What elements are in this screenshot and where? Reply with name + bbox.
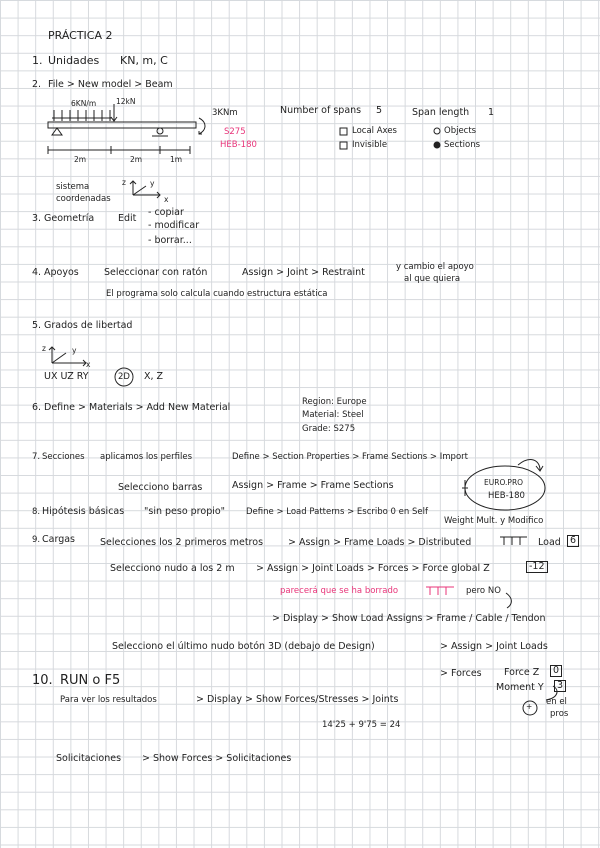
dim-3: 1m: [170, 155, 183, 164]
axes: X, Z: [144, 371, 164, 382]
s10-calc: 14'25 + 9'75 = 24: [322, 720, 401, 730]
coord-label-1: sistema: [56, 182, 90, 192]
axis-z: z: [122, 178, 126, 187]
s2-num: 2.: [32, 79, 42, 90]
s9-path3: > Display > Show Load Assigns > Frame / Cable / Tendon: [272, 613, 546, 624]
s3-opt2: - modificar: [148, 220, 200, 231]
dof-axis-x: x: [86, 360, 91, 369]
pink-load-icon: [426, 587, 454, 595]
s3-opt3: - borrar...: [148, 235, 192, 246]
load-dist: 6KN/m: [71, 99, 97, 108]
profile: HEB-180: [220, 140, 257, 150]
sections-label: Sections: [444, 140, 481, 150]
objects-radio: [434, 128, 440, 134]
span-length-value: 1: [488, 107, 495, 118]
s8-num: 8.: [32, 507, 41, 517]
pink-note-2: pero NO: [466, 586, 501, 596]
s5-label: Grados de libertad: [44, 320, 133, 331]
s7-action: aplicamos los perfiles: [100, 452, 193, 462]
moment: 3KNm: [212, 108, 238, 118]
s4-path: Assign > Joint > Restraint: [242, 267, 365, 278]
s1-label: Unidades: [48, 54, 100, 67]
s10-label: RUN o F5: [60, 673, 121, 688]
material-line: Material: Steel: [302, 410, 364, 420]
force-z-value: 0: [550, 665, 562, 677]
dofs: UX UZ RY: [44, 371, 89, 382]
spans-label: Number of spans: [280, 105, 362, 116]
s4-action: Seleccionar con ratón: [104, 267, 208, 278]
s5-num: 5.: [32, 320, 42, 331]
s4-note3: El programa solo calcula cuando estructura estática: [106, 289, 328, 299]
sign-note-2: pros: [550, 709, 569, 719]
distributed-load-icon: [500, 537, 527, 545]
s9-path4: > Assign > Joint Loads: [440, 641, 548, 652]
s6-num: 6.: [32, 402, 42, 413]
s3-num: 3.: [32, 213, 42, 224]
s4-note1: y cambio el apoyo: [396, 262, 474, 272]
force-value: -12: [526, 561, 548, 573]
s9-path5: > Forces: [440, 668, 482, 679]
s8-label: Hipótesis básicas: [42, 506, 125, 517]
moment-y-label: Moment Y: [496, 682, 544, 693]
page-title: PRÁCTICA 2: [48, 29, 113, 42]
s3-label: Geometría: [44, 213, 95, 224]
invisible-label: Invisible: [352, 140, 388, 150]
s9-action3: Selecciono el último nudo botón 3D (debajo de Design): [112, 641, 375, 652]
s9-action2: Selecciono nudo a los 2 m: [110, 563, 235, 574]
s3-opt1: - copiar: [148, 207, 184, 218]
s9-label: Cargas: [42, 534, 75, 545]
region: Region: Europe: [302, 397, 367, 407]
dof-axis-y: y: [72, 346, 77, 355]
s9-action: Selecciones los 2 primeros metros: [100, 537, 264, 548]
dof-axis-z: z: [42, 344, 46, 353]
plus-sign: +: [526, 702, 533, 711]
dim-1: 2m: [74, 155, 87, 164]
s9-path2: > Assign > Joint Loads > Forces > Force global Z: [256, 563, 490, 574]
sign-note-1: en el: [546, 697, 567, 707]
load-point: 12kN: [116, 97, 136, 106]
spans-value: 5: [376, 105, 383, 116]
axis-x: x: [164, 195, 169, 204]
s7-path: Define > Section Properties > Frame Sections > Import: [232, 452, 468, 462]
s1-num: 1.: [32, 54, 43, 67]
invisible-checkbox: [340, 142, 347, 149]
s2-path: File > New model > Beam: [48, 79, 173, 90]
grade: Grade: S275: [302, 424, 356, 434]
span-length-label: Span length: [412, 107, 470, 118]
s3-edit: Edit: [118, 213, 137, 224]
load-value: 6: [567, 535, 579, 547]
s7-label: Secciones: [42, 452, 85, 462]
s10-num: 10.: [32, 673, 53, 688]
load-label: Load: [538, 537, 561, 548]
s10-results: Para ver los resultados: [60, 695, 157, 705]
objects-label: Objects: [444, 126, 477, 136]
coordinate-axes-icon: [130, 181, 160, 198]
dim-2: 2m: [130, 155, 143, 164]
material: S275: [224, 127, 246, 137]
s7-num: 7.: [32, 452, 41, 462]
moment-y-value: 3: [554, 680, 566, 692]
force-z-label: Force Z: [504, 667, 540, 678]
local-axes-checkbox: [340, 128, 347, 135]
beam-diagram: [48, 104, 205, 154]
s10-path2: > Show Forces > Solicitaciones: [142, 753, 292, 764]
hook-arrow: [506, 593, 511, 608]
s10-solic: Solicitaciones: [56, 753, 122, 764]
s4-num: 4.: [32, 267, 42, 278]
s4-label: Apoyos: [44, 267, 79, 278]
s9-path: > Assign > Frame Loads > Distributed: [288, 537, 472, 548]
coord-label-2: coordenadas: [56, 194, 111, 204]
s10-path: > Display > Show Forces/Stresses > Joints: [196, 694, 399, 705]
std-profile: HEB-180: [488, 491, 525, 501]
pink-note: parecerá que se ha borrado: [280, 586, 399, 596]
local-axes-label: Local Axes: [352, 126, 397, 136]
sections-radio: [434, 142, 441, 149]
dof-axes-icon: [49, 347, 86, 366]
axis-y: y: [150, 179, 155, 188]
s6-path: Define > Materials > Add New Material: [44, 402, 231, 413]
s8-quote: "sin peso propio": [144, 506, 226, 517]
std-label: EURO.PRO: [484, 478, 524, 487]
s4-note2: al que quiera: [404, 274, 461, 284]
s7-action2: Selecciono barras: [118, 482, 203, 493]
mode-2d: 2D: [118, 372, 130, 382]
s1-value: KN, m, C: [120, 54, 168, 67]
s8-path2: Weight Mult. y Modifico: [444, 516, 544, 526]
s9-num: 9.: [32, 535, 41, 545]
s8-path: Define > Load Patterns > Escribo 0 en Self: [246, 507, 428, 517]
s7-path2: Assign > Frame > Frame Sections: [232, 480, 394, 491]
